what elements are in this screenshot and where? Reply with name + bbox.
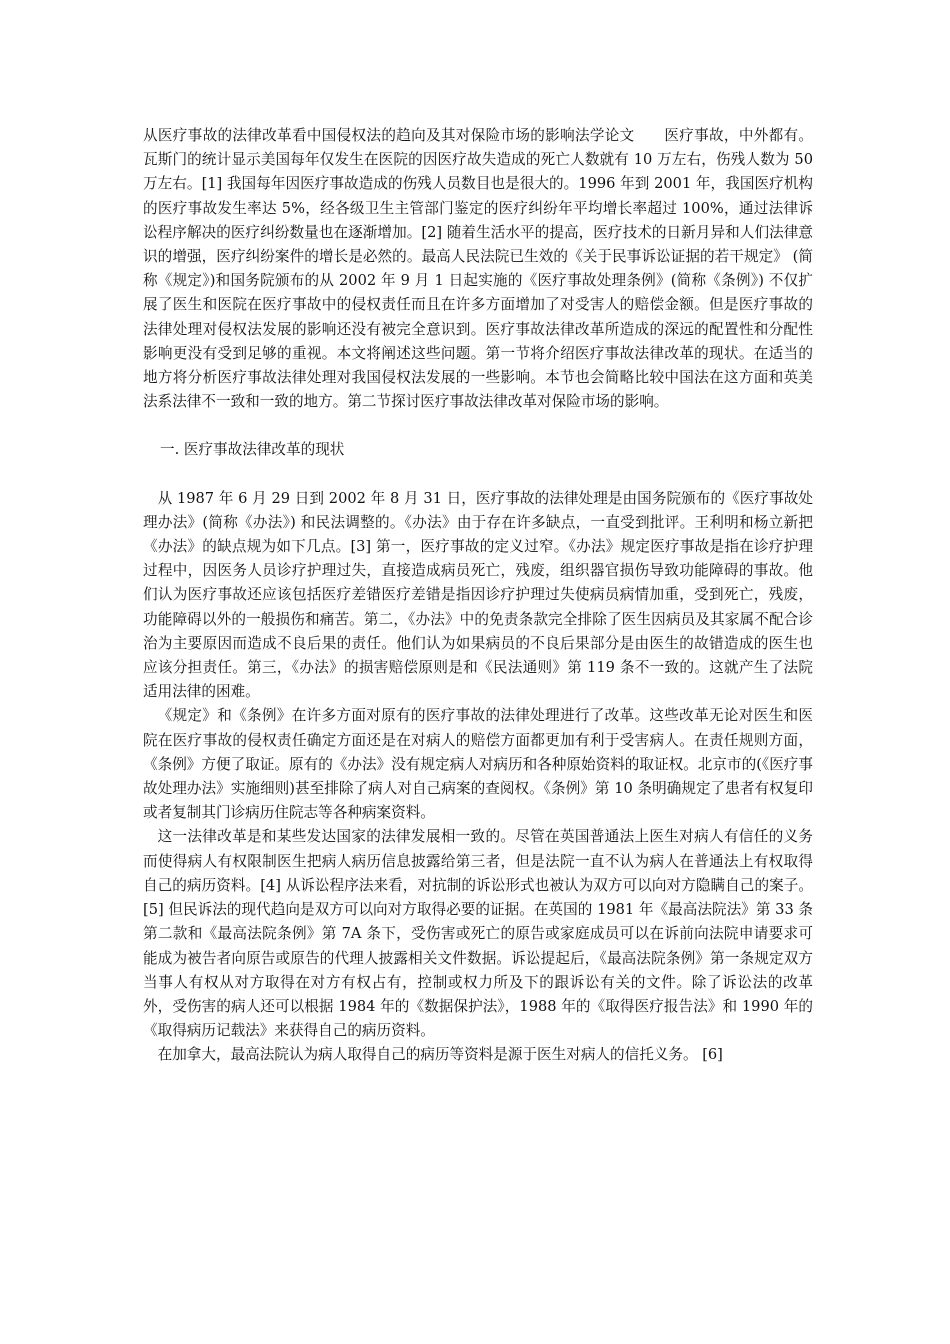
intro-paragraph: 从医疗事故的法律改革看中国侵权法的趋向及其对保险市场的影响法学论文 医疗事故，中外都有。瓦斯门的统计显示美国每年仅发生在医院的因医疗故失造成的死亡人数就有 10 万左右，伤残人数为 50 万左右。[1] 我国每年因医疗事故造成的伤残人员数目也是很大的。1996 年到 2001 年，我国医疗机构的医疗事故发生率达 5%，经各级卫生主管部门鉴定的医疗纠纷年平均增长率超过 100%，通过法律诉讼程序解决的医疗纠纷数量也在逐渐增加。[2] 随着生活水平的提高，医疗技术的日新月异和人们法律意识的增强，医疗纠纷案件的增长是必然的。最高人民法院已生效的《关于民事诉讼证据的若干规定》 (简称《规定》)和国务院颁布的从 2002 年 9 月 1 日起实施的《医疗事故处理条例》(简称《条例》) 不仅扩展了医生和医院在医疗事故中的侵权责任而且在许多方面增加了对受害人的赔偿金额。但是医疗事故的法律处理对侵权法发展的影响还没有被完全意识到。医疗事故法律改革所造成的深远的配置性和分配性影响更没有受到足够的重视。本文将阐述这些问题。第一节将介绍医疗事故法律改革的现状。在适当的地方将分析医疗事故法律处理对我国侵权法发展的一些影响。本节也会简略比较中国法在这方面和英美法系法律不一致和一致的地方。第二节探讨医疗事故法律改革对保险市场的影响。 — [143, 127, 813, 411]
spacer — [143, 463, 813, 487]
body-paragraph: 从 1987 年 6 月 29 日到 2002 年 8 月 31 日，医疗事故的法律处理是由国务院颁布的《医疗事故处理办法》(简称《办法》) 和民法调整的。《办法》由于存在许多缺点，一直受到批评。王利明和杨立新把《办法》的缺点规为如下几点。[3] 第一，医疗事故的定义过窄。《办法》规定医疗事故是指在诊疗护理过程中，因医务人员诊疗护理过失，直接造成病员死亡，残废，组织器官损伤导致功能障碍的事故。他们认为医疗事故还应该包括医疗差错医疗差错是指因诊疗护理过失使病员病情加重，受到死亡，残废，功能障碍以外的一般损伤和痛苦。第二，《办法》中的免责条款完全排除了医生因病员及其家属不配合诊治为主要原因而造成不良后果的责任。他们认为如果病员的不良后果部分是由医生的故错造成的医生也应该分担责任。第三，《办法》的损害赔偿原则是和《民法通则》第 119 条不一致的。这就产生了法院适用法律的困难。 — [143, 489, 813, 701]
document-page — [143, 124, 813, 1068]
spacer — [143, 414, 813, 438]
body-paragraph: 《规定》和《条例》在许多方面对原有的医疗事故的法律处理进行了改革。这些改革无论对医生和医院在医疗事故的侵权责任确定方面还是在对病人的赔偿方面都更加有利于受害病人。在责任规则方面，《条例》方便了取证。原有的《办法》没有规定病人对病历和各种原始资料的取证权。北京市的(《医疗事故处理办法》实施细则)甚至排除了病人对自己病案的查阅权。《条例》第 10 条明确规定了患者有权复印或者复制其门诊病历住院志等各种病案资料。 — [143, 707, 813, 822]
body-paragraph: 这一法律改革是和某些发达国家的法律发展相一致的。尽管在英国普通法上医生对病人有信任的义务而使得病人有权限制医生把病人病历信息披露给第三者，但是法院一直不认为病人在普通法上有权取得自己的病历资料。[4] 从诉讼程序法来看，对抗制的诉讼形式也被认为双方可以向对方隐瞒自己的案子。[5] 但民诉法的现代趋向是双方可以向对方取得必要的证据。在英国的 1981 年《最高法院法》第 33 条第二款和《最高法院条例》第 7A 条下，受伤害或死亡的原告或家庭成员可以在诉前向法院申请要求可能成为被告者向原告或原告的代理人披露相关文件数据。诉讼提起后，《最高法院条例》第一条规定双方当事人有权从对方取得在对方有权占有，控制或权力所及下的跟诉讼有关的文件。除了诉讼法的改革外，受伤害的病人还可以根据 1984 年的《数据保护法》，1988 年的《取得医疗报告法》和 1990 年的《取得病历记载法》来获得自己的病历资料。 — [143, 828, 813, 1040]
section-heading: 一. 医疗事故法律改革的现状 — [160, 441, 345, 459]
body-paragraph: 在加拿大，最高法院认为病人取得自己的病历等资料是源于医生对病人的信托义务。 [6] — [157, 1046, 723, 1064]
